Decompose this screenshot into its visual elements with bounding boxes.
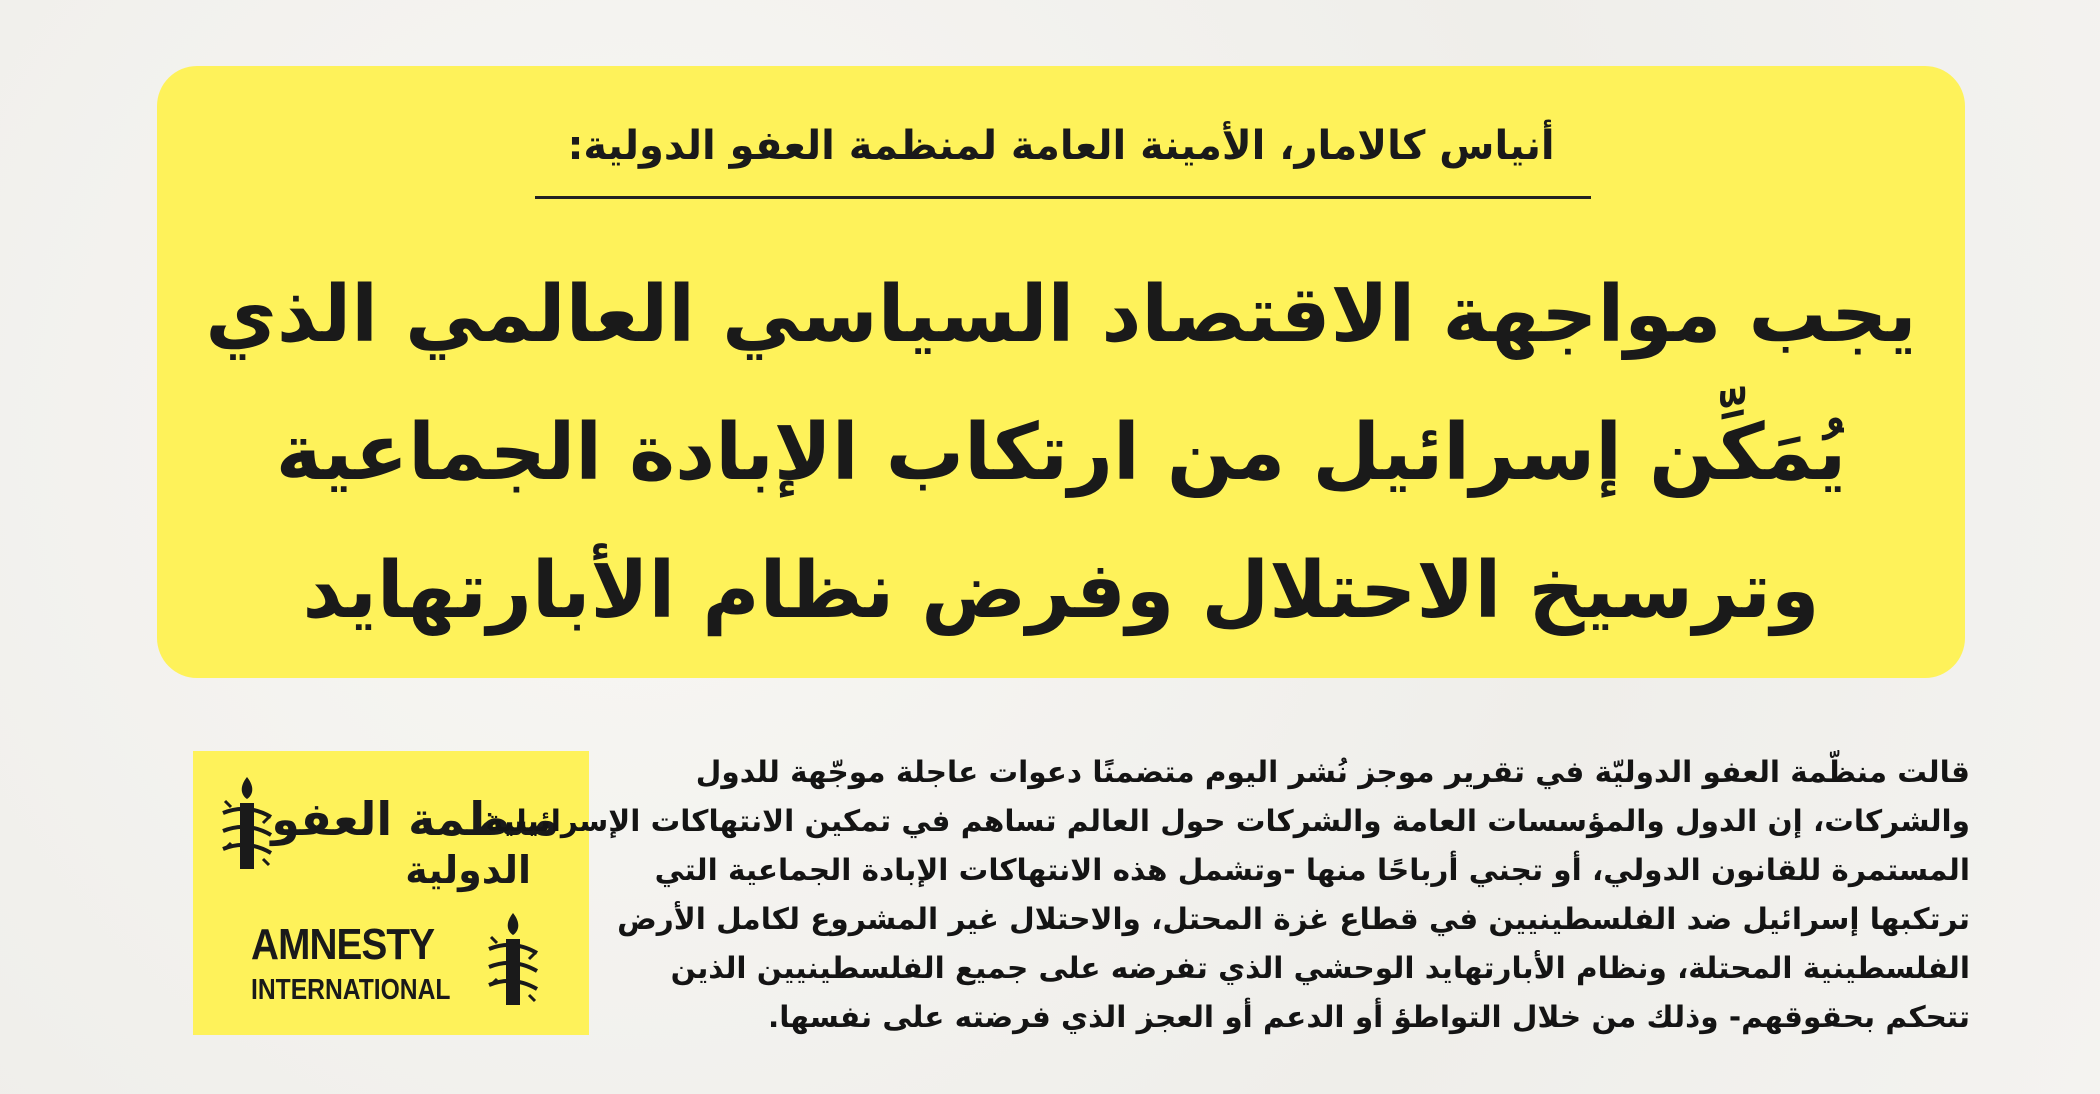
candle-barbed-wire-icon [483,909,543,1009]
amnesty-logo [193,751,589,1035]
article-body [485,748,1970,1042]
headline-line: يُمَكِّن إسرائيل من ارتكاب الإبادة الجماعية [275,408,1847,498]
headline-box [157,66,1965,678]
logo-english-name: AMNESTY [251,920,435,969]
candle-barbed-wire-icon [217,773,277,873]
logo-arabic-subname: الدولية [405,848,531,892]
body-line: ترتكبها إسرائيل ضد الفلسطينيين في قطاع غزة المحتل، والاحتلال غير المشروع لكامل الأرض [617,902,1970,936]
logo-arabic-name: منظمة العفو [271,792,559,846]
body-line: والشركات، إن الدول والمؤسسات العامة والشركات حول العالم تساهم في تمكين الانتهاكات الإسرائيلية [485,804,1970,838]
divider [535,196,1591,199]
headline-line: يجب مواجهة الاقتصاد السياسي العالمي الذي [205,270,1917,360]
body-line: تتحكم بحقوقهم- وذلك من خلال التواطؤ أو الدعم أو العجز الذي فرضته على نفسها. [768,1000,1970,1034]
body-line: المستمرة للقانون الدولي، أو تجني أرباحًا منها -وتشمل هذه الانتهاكات الإبادة الجماعية التي [654,853,1970,887]
body-line: قالت منظّمة العفو الدوليّة في تقرير موجز نُشر اليوم متضمنًا دعوات عاجلة موجّهة للدول [695,755,1970,789]
logo-english-subname: INTERNATIONAL [251,974,451,1006]
headline [197,246,1925,660]
byline: أنياس كالامار، الأمينة العامة لمنظمة العفو الدولية: [567,123,1555,169]
headline-line: وترسيخ الاحتلال وفرض نظام الأبارتهايد [302,546,1820,636]
body-line: الفلسطينية المحتلة، ونظام الأبارتهايد الوحشي الذي تفرضه على جميع الفلسطينيين الذين [670,951,1970,985]
